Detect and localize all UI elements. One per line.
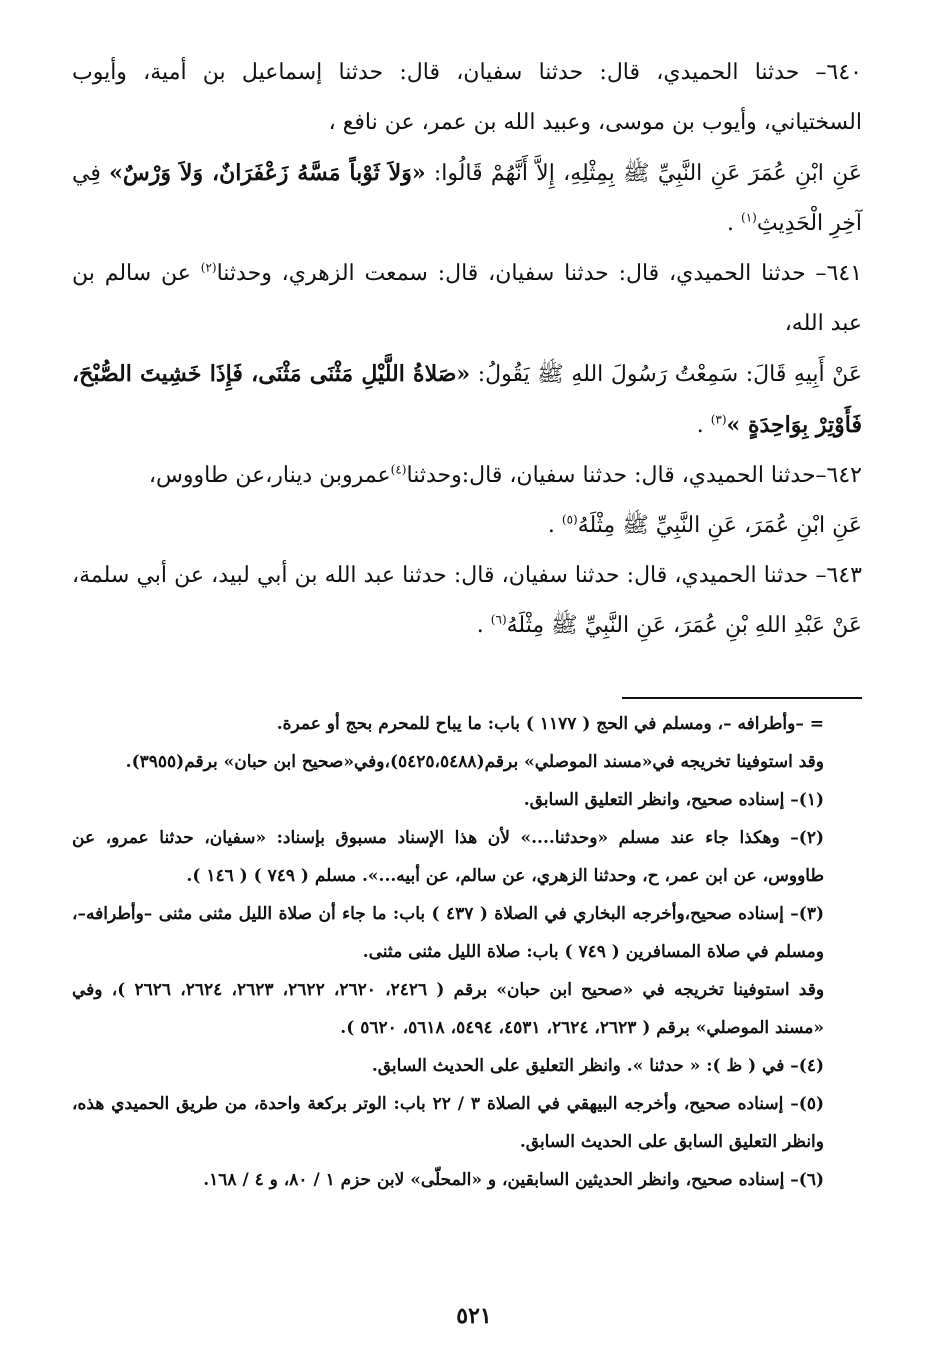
footnote-continuation: = –وأطرافه –، ومسلم في الحج ( ١١٧٧ ) باب: ما يباح للمحرم بحج أو عمرة. — [276, 714, 824, 734]
matn-text: «وَلاَ ثَوْباً مَسَّهُ زَعْفَرَانٌ، وَلاَ وَرْسٌ» — [109, 160, 426, 186]
matn-intro: عَنِ ابْنِ عُمَرَ، عَنِ النَّبِيِّ ﷺ مِثْلَهُ — [577, 513, 862, 538]
footnote-ref-3: (٣) — [710, 412, 727, 427]
footnote-1: (١)– إسناده صحيح، وانظر التعليق السابق. — [523, 790, 824, 810]
footnote-5: (٥)– إسناده صحيح، وأخرجه البيهقي في الصلاة ٣ / ٢٢ باب: الوتر بركعة واحدة، من طريق الحميدي هذه، وانظر التعليق السابق على الحديث السابق. — [72, 1094, 824, 1152]
footnote-ref-2: (٢) — [200, 260, 217, 275]
footnote-continuation-2: وقد استوفينا تخريجه في«مسند الموصلي» برقم(٥٤٢٥،٥٤٨٨)،وفي«صحيح ابن حبان» برقم(٣٩٥٥). — [125, 752, 824, 772]
hadith-641-matn: عَنْ أَبِيهِ قَالَ: سَمِعْتُ رَسُولَ اللهِ ﷺ يَقُولُ: «صَلاةُ اللَّيْلِ مَثْنَى مَثْنَى، فَإِذَا خَشِيتَ الصُّبْحَ، فَأَوْتِرْ بِوَاحِدَةٍ »$^{(٣)}$ . — [72, 361, 863, 438]
footnote-ref-5: (٥) — [561, 512, 578, 527]
matn-intro: عَنِ ابْنِ عُمَرَ عَنِ النَّبِيِّ ﷺ بِمِثْلِهِ، إِلاَّ أَنَّهُمْ قَالُوا: — [433, 161, 862, 186]
book-page — [72, 48, 862, 1325]
matn-intro: عَنْ عَبْدِ اللهِ بْنِ عُمَرَ، عَنِ النَّبِيِّ ﷺ مِثْلَهُ — [506, 613, 862, 638]
footnotes — [72, 705, 862, 1199]
hadith-640-matn: عَنِ ابْنِ عُمَرَ عَنِ النَّبِيِّ ﷺ بِمِثْلِهِ، إِلاَّ أَنَّهُمْ قَالُوا: «وَلاَ ثَوْباً مَسَّهُ زَعْفَرَانٌ، وَلاَ وَرْسٌ» فِي آخِرِ الْحَدِيثِ$^{(١)}$ . — [72, 160, 862, 236]
footnote-ref-6: (٦) — [490, 612, 507, 627]
footnote-6: (٦)– إسناده صحيح، وانظر الحديثين السابقين، و «المحلّى» لابن حزم ١ / ٨٠، و ٤ / ١٦٨. — [203, 1170, 824, 1190]
matn-intro: عَنْ أَبِيهِ قَالَ: سَمِعْتُ رَسُولَ اللهِ ﷺ يَقُولُ: — [477, 362, 863, 387]
hadith-642-isnad: ٦٤٢–حدثنا الحميدي، قال: حدثنا سفيان، قال:وحدثنا$^{(٤)}$عمروبن دينار،عن طاووس، — [148, 462, 862, 488]
footnote-divider — [622, 697, 862, 699]
footnote-ref-1: (١) — [741, 210, 757, 225]
hadith-642-matn: عَنِ ابْنِ عُمَرَ، عَنِ النَّبِيِّ ﷺ مِثْلَهُ$^{(٥)}$ . — [547, 512, 862, 538]
footnote-3: (٣)– إسناده صحيح،وأخرجه البخاري في الصلاة ( ٤٣٧ ) باب: ما جاء أن صلاة الليل مثنى مثنى –وأطرافه–، ومسلم في صلاة المسافرين ( ٧٤٩ ) باب: صلاة الليل مثنى مثنى. — [72, 904, 825, 962]
hadith-text — [72, 48, 862, 651]
matn-tail: فِي آخِرِ الْحَدِيثِ — [72, 161, 862, 236]
page-number: ٥٢١ — [456, 1303, 492, 1329]
footnote-ref-4: (٤) — [390, 462, 407, 477]
hadith-643-isnad: ٦٤٣– حدثنا الحميدي، قال: حدثنا سفيان، قال: حدثنا عبد الله بن أبي لبيد، عن أبي سلمة، عَنْ عَبْدِ اللهِ بْنِ عُمَرَ، عَنِ النَّبِيِّ ﷺ مِثْلَهُ$^{(٦)}$ . — [72, 563, 862, 638]
footnote-2: (٢)– وهكذا جاء عند مسلم «وحدثنا....» لأن هذا الإسناد مسبوق بإسناد: «سفيان، حدثنا عمرو، عن طاووس، عن ابن عمر، ح، وحدثنا الزهري، عن سالم، عن أبيه...». مسلم ( ٧٤٩ ) ( ١٤٦ ). — [72, 828, 824, 886]
footnote-4: (٤)– في ( ظ ): « حدثنا ». وانظر التعليق على الحديث السابق. — [371, 1056, 824, 1076]
hadith-640-isnad: ٦٤٠– حدثنا الحميدي، قال: حدثنا سفيان، قال: حدثنا إسماعيل بن أمية، وأيوب السختياني، وأيوب بن موسى، وعبيد الله بن عمر، عن نافع ، — [72, 60, 862, 135]
footnote-3-cont: وقد استوفينا تخريجه في «صحيح ابن حبان» برقم ( ٢٤٢٦، ٢٦٢٠، ٢٦٢٢، ٢٦٢٣، ٢٦٢٤، ٢٦٢٦ )، وفي «مسند الموصلي» برقم ( ٢٦٢٣، ٢٦٢٤، ٤٥٣١، ٥٤٩٤، ٥٦١٨، ٥٦٢٠ ). — [72, 980, 825, 1038]
matn-text: «صَلاةُ اللَّيْلِ مَثْنَى مَثْنَى، فَإِذَا خَشِيتَ الصُّبْحَ، فَأَوْتِرْ بِوَاحِدَةٍ » — [72, 361, 862, 438]
hadith-641-isnad: ٦٤١– حدثنا الحميدي، قال: حدثنا سفيان، قال: سمعت الزهري، وحدثنا$^{(٢)}$ عن سالم بن عبد الله، — [72, 260, 863, 336]
